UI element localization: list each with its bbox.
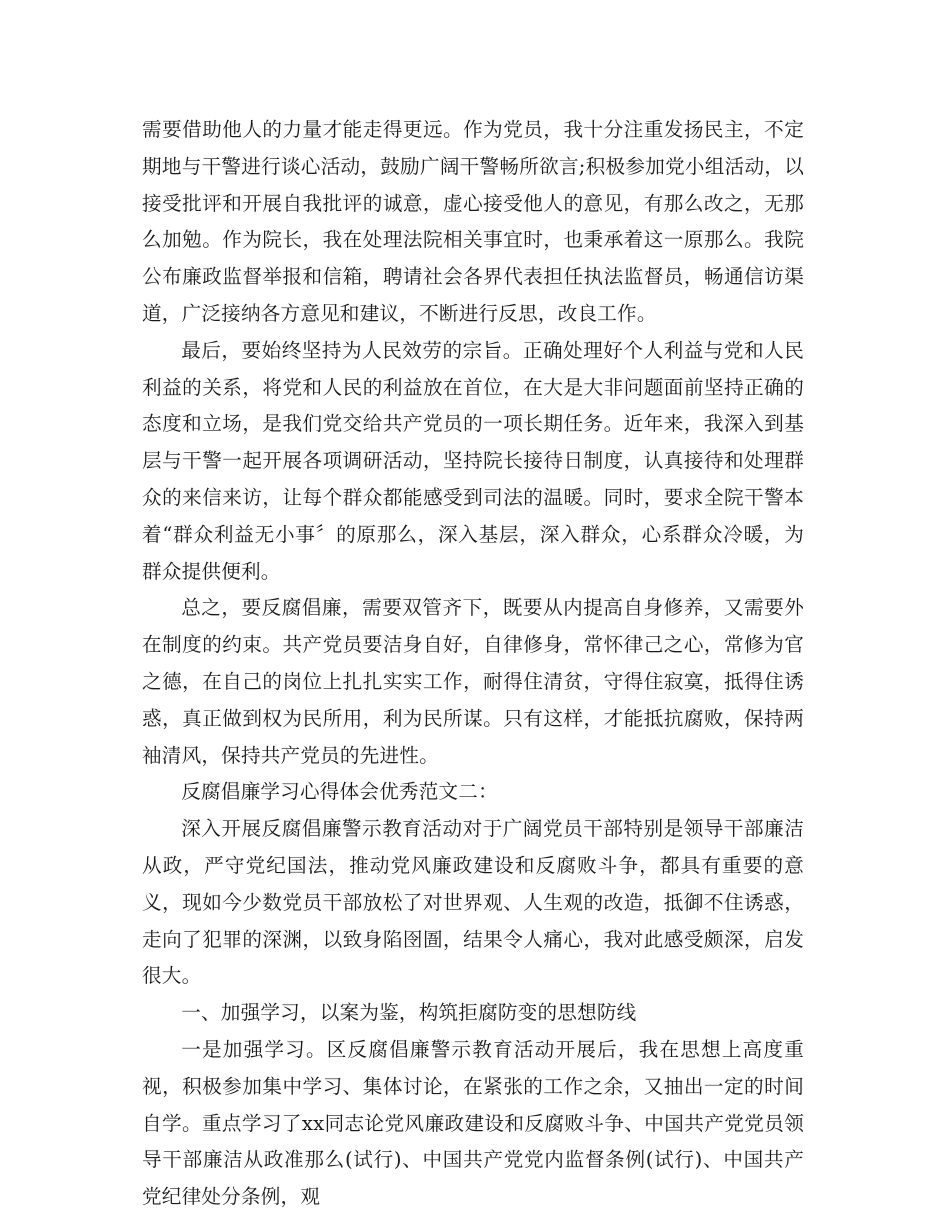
paragraph-service-purpose: 最后，要始终坚持为人民效劳的宗旨。正确处理好个人利益与党和人民利益的关系，将党和人民的利益放在首位，在大是大非问题面前坚持正确的态度和立场，是我们党交给共产党员的一项长期任务。近年来，我深入到基层与干警一起开展各项调研活动，坚持院长接待日制度，认真接待和处理群众的来信来访，让每个群众都能感受到司法的温暖。同时，要求全院干警本着“群众利益无小事〞的原那么，深入基层，深入群众，心系群众冷暖，为群众提供便利。 — [142, 338, 804, 583]
paragraph-first-point: 一是加强学习。区反腐倡廉警示教育活动开展后，我在思想上高度重视，积极参加集中学习、集体讨论，在紧张的工作之余，又抽出一定的时间自学。重点学习了xx同志论党风廉政建设和反腐败斗争、中国共产党党员领导干部廉洁从政准那么(试行)、中国共产党党内监督条例(试行)、中国共产党纪律处分条例，观 — [142, 1037, 804, 1209]
section-heading-sample-two: 反腐倡廉学习心得体会优秀范文二： — [181, 780, 498, 804]
section-heading-strengthen-learning: 一、加强学习，以案为鉴，构筑拒腐防变的思想防线 — [181, 1001, 637, 1025]
paragraph-conclusion: 总之，要反腐倡廉，需要双管齐下，既要从内提高自身修养，又需要外在制度的约束。共产党员要洁身自好，自律修身，常怀律己之心，常修为官之德，在自己的岗位上扎扎实实工作，耐得住清贫，守得住寂寞，抵得住诱惑，真正做到权为民所用，利为民所谋。只有这样，才能抵抗腐败，保持两袖清风，保持共产党员的先进性。 — [142, 596, 804, 767]
paragraph-warning-education: 深入开展反腐倡廉警示教育活动对于广阔党员干部特别是领导干部廉洁从政，严守党纪国法，推动党风廉政建设和反腐败斗争，都具有重要的意义，现如今少数党员干部放松了对世界观、人生观的改造，抵御不住诱惑，走向了犯罪的深渊，以致身陷囹圄，结果令人痛心，我对此感受颇深，启发很大。 — [142, 817, 804, 988]
document-page — [142, 112, 804, 1216]
paragraph-continuation: 需要借助他人的力量才能走得更远。作为党员，我十分注重发扬民主，不定期地与干警进行谈心活动，鼓励广阔干警畅所欲言;积极参加党小组活动，以接受批评和开展自我批评的诚意，虚心接受他人的意见，有那么改之，无那么加勉。作为院长，我在处理法院相关事宜时，也秉承着这一原那么。我院公布廉政监督举报和信箱，聘请社会各界代表担任执法监督员，畅通信访渠道，广泛接纳各方意见和建议，不断进行反思，改良工作。 — [142, 118, 804, 325]
